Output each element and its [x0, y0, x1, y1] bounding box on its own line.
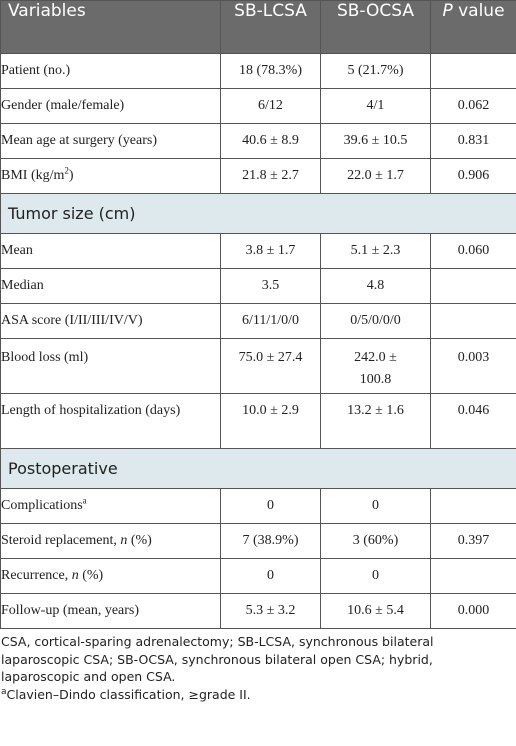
header-p-italic: P	[442, 1, 453, 21]
label-superscript: a	[82, 495, 87, 506]
cell-ocsa: 4/1	[321, 89, 431, 124]
row-label: Patient (no.)	[1, 54, 221, 89]
table-row	[1, 339, 516, 394]
section-heading-postoperative: Postoperative	[1, 449, 516, 489]
cell-p	[431, 304, 516, 339]
table-row	[1, 124, 516, 159]
table-row	[1, 234, 516, 269]
cell-ocsa: 10.6 ± 5.4	[321, 594, 431, 629]
cell-lcsa: 75.0 ± 27.4	[221, 339, 321, 394]
table-row	[1, 159, 516, 194]
cell-lcsa: 6/12	[221, 89, 321, 124]
label-main: BMI (kg/m	[1, 168, 65, 183]
cell-ocsa: 3 (60%)	[321, 524, 431, 559]
cell-lcsa: 5.3 ± 3.2	[221, 594, 321, 629]
label-end: (%)	[78, 568, 104, 583]
table-row	[1, 524, 516, 559]
table-row	[1, 594, 516, 629]
header-sb-ocsa: SB-OCSA	[321, 1, 431, 54]
cell-lcsa: 0	[221, 559, 321, 594]
row-label: Follow-up (mean, years)	[1, 594, 221, 629]
cell-ocsa: 5.1 ± 2.3	[321, 234, 431, 269]
cell-p: 0.003	[431, 339, 516, 394]
cell-p: 0.906	[431, 159, 516, 194]
cell-p	[431, 489, 516, 524]
label-italic: n	[120, 533, 128, 548]
row-label	[1, 489, 221, 524]
table-row	[1, 304, 516, 339]
row-label: Mean	[1, 234, 221, 269]
cell-ocsa: 0/5/0/0/0	[321, 304, 431, 339]
row-label	[1, 159, 221, 194]
label-end: (%)	[127, 533, 152, 548]
label-superscript: 2	[64, 165, 69, 176]
cell-p: 0.397	[431, 524, 516, 559]
label-end: )	[68, 168, 74, 183]
row-label: Length of hospitalization (days)	[1, 394, 221, 449]
table-row	[1, 54, 516, 89]
cell-ocsa: 0	[321, 559, 431, 594]
cell-p: 0.062	[431, 89, 516, 124]
table-row	[1, 559, 516, 594]
label-italic: n	[71, 568, 79, 583]
label-main: Steroid replacement,	[1, 533, 121, 548]
footnote-a-text: Clavien–Dindo classification, ≥grade II.	[6, 686, 251, 702]
cell-lcsa: 18 (78.3%)	[221, 54, 321, 89]
section-row	[1, 194, 516, 234]
cell-ocsa: 5 (21.7%)	[321, 54, 431, 89]
cell-p: 0.000	[431, 594, 516, 629]
cell-lcsa: 40.6 ± 8.9	[221, 124, 321, 159]
cell-p	[431, 269, 516, 304]
row-label: Blood loss (ml)	[1, 339, 221, 394]
cell-lcsa: 3.8 ± 1.7	[221, 234, 321, 269]
cell-ocsa: 4.8	[321, 269, 431, 304]
cell-lcsa: 7 (38.9%)	[221, 524, 321, 559]
header-p-rest: value	[452, 1, 505, 21]
cell-p: 0.060	[431, 234, 516, 269]
cell-p	[431, 54, 516, 89]
cell-ocsa: 39.6 ± 10.5	[321, 124, 431, 159]
header-p-value	[431, 1, 516, 54]
section-heading-tumor-size: Tumor size (cm)	[1, 194, 516, 234]
cell-lcsa: 0	[221, 489, 321, 524]
row-label	[1, 559, 221, 594]
row-label: Median	[1, 269, 221, 304]
row-label: Mean age at surgery (years)	[1, 124, 221, 159]
footnote-a-mark: a	[1, 686, 7, 697]
table-row	[1, 269, 516, 304]
table-row	[1, 489, 516, 524]
section-row	[1, 449, 516, 489]
row-label: ASA score (I/II/III/IV/V)	[1, 304, 221, 339]
cell-ocsa: 13.2 ± 1.6	[321, 394, 431, 449]
row-label	[1, 524, 221, 559]
header-variables: Variables	[1, 1, 221, 54]
cell-ocsa: 0	[321, 489, 431, 524]
table-row	[1, 89, 516, 124]
cell-lcsa: 3.5	[221, 269, 321, 304]
row-label: Gender (male/female)	[1, 89, 221, 124]
cell-lcsa: 10.0 ± 2.9	[221, 394, 321, 449]
table-row	[1, 394, 516, 449]
cell-ocsa: 22.0 ± 1.7	[321, 159, 431, 194]
label-main: Complications	[1, 498, 83, 513]
footnotes	[0, 629, 516, 703]
cell-p	[431, 559, 516, 594]
footnote-a	[1, 686, 512, 704]
cell-p: 0.046	[431, 394, 516, 449]
header-sb-lcsa: SB-LCSA	[221, 1, 321, 54]
cell-p: 0.831	[431, 124, 516, 159]
label-main: Recurrence,	[1, 568, 72, 583]
cell-lcsa: 21.8 ± 2.7	[221, 159, 321, 194]
cell-lcsa: 6/11/1/0/0	[221, 304, 321, 339]
footnote-abbreviations: CSA, cortical-sparing adrenalectomy; SB-LCSA, synchronous bilateral laparoscopic CSA; SB-OCSA, synchronous bilateral open CSA; hybrid, laparoscopic and open CSA.	[1, 634, 434, 684]
cell-ocsa: 242.0 ± 100.8	[321, 339, 431, 394]
header-row	[1, 1, 516, 54]
